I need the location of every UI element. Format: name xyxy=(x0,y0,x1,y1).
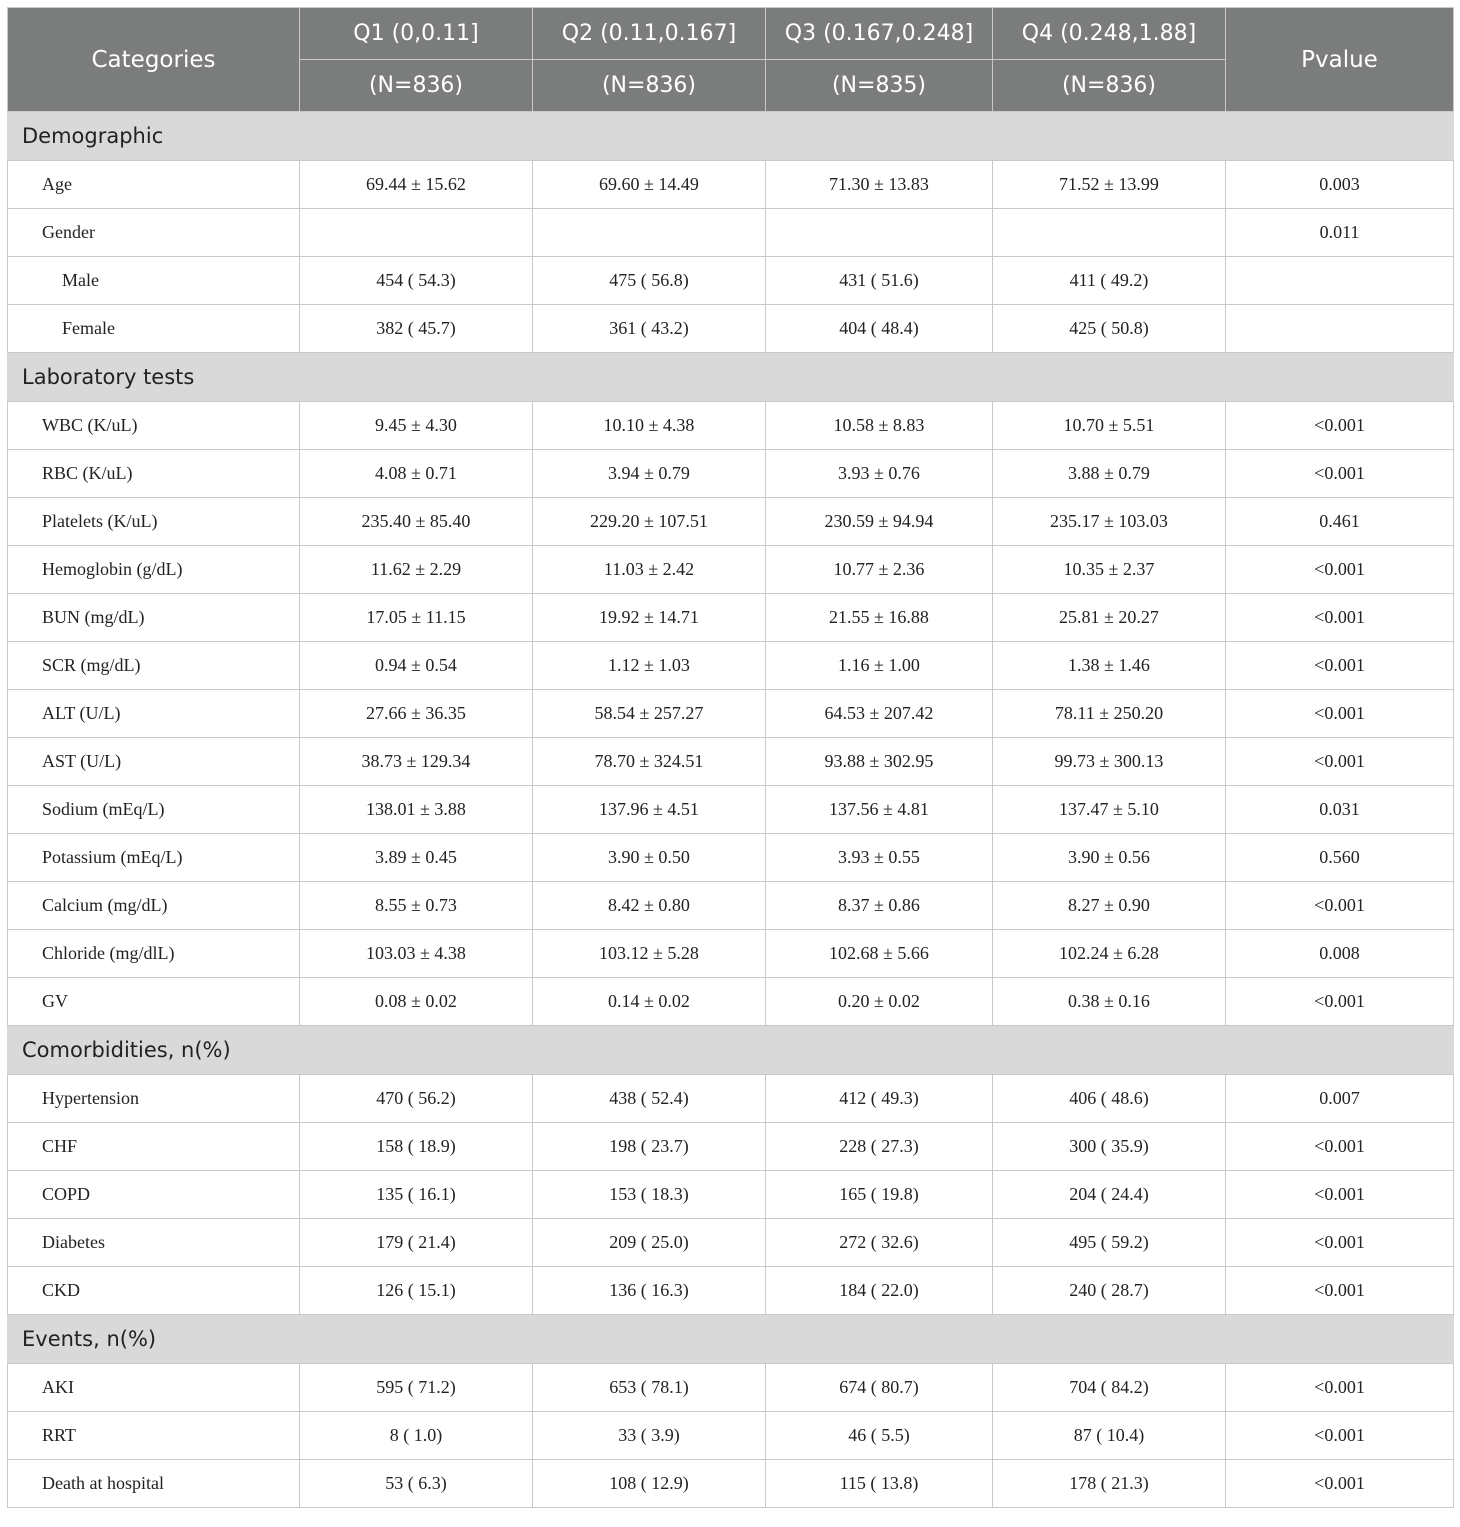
q4-cell: 204 ( 24.4) xyxy=(993,1171,1226,1219)
pvalue-cell: <0.001 xyxy=(1226,738,1454,786)
pvalue-cell: <0.001 xyxy=(1226,1219,1454,1267)
q4-cell xyxy=(993,209,1226,257)
pvalue-cell: <0.001 xyxy=(1226,1171,1454,1219)
q1-cell: 595 ( 71.2) xyxy=(300,1364,533,1412)
q2-cell: 58.54 ± 257.27 xyxy=(533,690,766,738)
q1-cell: 3.89 ± 0.45 xyxy=(300,834,533,882)
q2-cell: 10.10 ± 4.38 xyxy=(533,402,766,450)
table-row xyxy=(8,1075,1454,1123)
table-row xyxy=(8,786,1454,834)
section-row xyxy=(8,1315,1454,1364)
table-body xyxy=(8,112,1454,1508)
q2-cell: 475 ( 56.8) xyxy=(533,257,766,305)
pvalue-cell: 0.031 xyxy=(1226,786,1454,834)
row-label: Female xyxy=(8,305,300,353)
section-row xyxy=(8,1026,1454,1075)
pvalue-cell: 0.007 xyxy=(1226,1075,1454,1123)
q1-cell: 138.01 ± 3.88 xyxy=(300,786,533,834)
section-title: Events, n(%) xyxy=(8,1315,1454,1364)
q1-cell xyxy=(300,209,533,257)
q4-cell: 425 ( 50.8) xyxy=(993,305,1226,353)
table-row xyxy=(8,305,1454,353)
pvalue-cell: 0.011 xyxy=(1226,209,1454,257)
baseline-characteristics-table xyxy=(7,7,1454,1508)
q3-cell: 412 ( 49.3) xyxy=(766,1075,993,1123)
pvalue-cell: <0.001 xyxy=(1226,546,1454,594)
q1-n-header: (N=836) xyxy=(300,60,533,112)
table-row xyxy=(8,738,1454,786)
q4-cell: 235.17 ± 103.03 xyxy=(993,498,1226,546)
q4-cell: 78.11 ± 250.20 xyxy=(993,690,1226,738)
q4-cell: 87 ( 10.4) xyxy=(993,1412,1226,1460)
q2-cell: 361 ( 43.2) xyxy=(533,305,766,353)
q4-cell: 102.24 ± 6.28 xyxy=(993,930,1226,978)
row-label: AKI xyxy=(8,1364,300,1412)
q2-cell: 1.12 ± 1.03 xyxy=(533,642,766,690)
pvalue-cell: <0.001 xyxy=(1226,1267,1454,1315)
q4-cell: 240 ( 28.7) xyxy=(993,1267,1226,1315)
section-title: Demographic xyxy=(8,112,1454,161)
row-label: Chloride (mg/dlL) xyxy=(8,930,300,978)
row-label: Diabetes xyxy=(8,1219,300,1267)
q1-cell: 4.08 ± 0.71 xyxy=(300,450,533,498)
row-label: RRT xyxy=(8,1412,300,1460)
pvalue-cell: 0.003 xyxy=(1226,161,1454,209)
table-row xyxy=(8,834,1454,882)
table-row xyxy=(8,642,1454,690)
q3-cell: 10.58 ± 8.83 xyxy=(766,402,993,450)
q1-cell: 135 ( 16.1) xyxy=(300,1171,533,1219)
q1-cell: 8 ( 1.0) xyxy=(300,1412,533,1460)
q1-cell: 17.05 ± 11.15 xyxy=(300,594,533,642)
q4-range-header: Q4 (0.248,1.88] xyxy=(993,8,1226,60)
q1-cell: 38.73 ± 129.34 xyxy=(300,738,533,786)
q3-range-header: Q3 (0.167,0.248] xyxy=(766,8,993,60)
row-label: CKD xyxy=(8,1267,300,1315)
q4-cell: 10.70 ± 5.51 xyxy=(993,402,1226,450)
section-title: Comorbidities, n(%) xyxy=(8,1026,1454,1075)
q3-cell: 404 ( 48.4) xyxy=(766,305,993,353)
q4-cell: 495 ( 59.2) xyxy=(993,1219,1226,1267)
table-row xyxy=(8,978,1454,1026)
q4-n-header: (N=836) xyxy=(993,60,1226,112)
q2-cell: 438 ( 52.4) xyxy=(533,1075,766,1123)
table-row xyxy=(8,1171,1454,1219)
table-row xyxy=(8,690,1454,738)
q4-cell: 99.73 ± 300.13 xyxy=(993,738,1226,786)
q1-cell: 454 ( 54.3) xyxy=(300,257,533,305)
q1-cell: 103.03 ± 4.38 xyxy=(300,930,533,978)
q1-cell: 27.66 ± 36.35 xyxy=(300,690,533,738)
pvalue-cell: 0.008 xyxy=(1226,930,1454,978)
q2-cell: 209 ( 25.0) xyxy=(533,1219,766,1267)
pvalue-cell: <0.001 xyxy=(1226,1412,1454,1460)
q2-cell: 198 ( 23.7) xyxy=(533,1123,766,1171)
table-row xyxy=(8,882,1454,930)
q1-cell: 53 ( 6.3) xyxy=(300,1460,533,1508)
q3-cell: 93.88 ± 302.95 xyxy=(766,738,993,786)
pvalue-cell: <0.001 xyxy=(1226,594,1454,642)
pvalue-cell: 0.461 xyxy=(1226,498,1454,546)
q4-cell: 0.38 ± 0.16 xyxy=(993,978,1226,1026)
section-title: Laboratory tests xyxy=(8,353,1454,402)
q4-cell: 300 ( 35.9) xyxy=(993,1123,1226,1171)
q4-cell: 178 ( 21.3) xyxy=(993,1460,1226,1508)
q2-cell: 78.70 ± 324.51 xyxy=(533,738,766,786)
q2-range-header: Q2 (0.11,0.167] xyxy=(533,8,766,60)
q2-cell: 8.42 ± 0.80 xyxy=(533,882,766,930)
q1-cell: 158 ( 18.9) xyxy=(300,1123,533,1171)
table-row xyxy=(8,209,1454,257)
q3-cell: 10.77 ± 2.36 xyxy=(766,546,993,594)
q1-cell: 69.44 ± 15.62 xyxy=(300,161,533,209)
q2-cell: 653 ( 78.1) xyxy=(533,1364,766,1412)
q3-cell: 228 ( 27.3) xyxy=(766,1123,993,1171)
table-row xyxy=(8,1267,1454,1315)
row-label: CHF xyxy=(8,1123,300,1171)
q2-cell: 33 ( 3.9) xyxy=(533,1412,766,1460)
q3-cell xyxy=(766,209,993,257)
q2-cell: 0.14 ± 0.02 xyxy=(533,978,766,1026)
q4-cell: 25.81 ± 20.27 xyxy=(993,594,1226,642)
q3-cell: 46 ( 5.5) xyxy=(766,1412,993,1460)
row-label: AST (U/L) xyxy=(8,738,300,786)
q2-cell: 69.60 ± 14.49 xyxy=(533,161,766,209)
pvalue-cell: <0.001 xyxy=(1226,690,1454,738)
row-label: Sodium (mEq/L) xyxy=(8,786,300,834)
q4-cell: 411 ( 49.2) xyxy=(993,257,1226,305)
pvalue-cell: 0.560 xyxy=(1226,834,1454,882)
table-row xyxy=(8,402,1454,450)
q1-range-header: Q1 (0,0.11] xyxy=(300,8,533,60)
row-label: RBC (K/uL) xyxy=(8,450,300,498)
table-row xyxy=(8,1364,1454,1412)
q1-cell: 126 ( 15.1) xyxy=(300,1267,533,1315)
categories-header: Categories xyxy=(8,8,300,112)
q2-cell: 153 ( 18.3) xyxy=(533,1171,766,1219)
pvalue-cell: <0.001 xyxy=(1226,1460,1454,1508)
row-label: Hemoglobin (g/dL) xyxy=(8,546,300,594)
q1-cell: 235.40 ± 85.40 xyxy=(300,498,533,546)
row-label: ALT (U/L) xyxy=(8,690,300,738)
q3-n-header: (N=835) xyxy=(766,60,993,112)
table-row xyxy=(8,498,1454,546)
q2-cell: 137.96 ± 4.51 xyxy=(533,786,766,834)
table-row xyxy=(8,1460,1454,1508)
q2-n-header: (N=836) xyxy=(533,60,766,112)
q1-cell: 382 ( 45.7) xyxy=(300,305,533,353)
row-label: Gender xyxy=(8,209,300,257)
row-label: Male xyxy=(8,257,300,305)
pvalue-cell: <0.001 xyxy=(1226,402,1454,450)
pvalue-cell: <0.001 xyxy=(1226,1364,1454,1412)
q3-cell: 0.20 ± 0.02 xyxy=(766,978,993,1026)
q2-cell xyxy=(533,209,766,257)
table-row xyxy=(8,1123,1454,1171)
pvalue-cell: <0.001 xyxy=(1226,642,1454,690)
pvalue-header: Pvalue xyxy=(1226,8,1454,112)
q2-cell: 3.94 ± 0.79 xyxy=(533,450,766,498)
q3-cell: 21.55 ± 16.88 xyxy=(766,594,993,642)
q4-cell: 1.38 ± 1.46 xyxy=(993,642,1226,690)
q2-cell: 229.20 ± 107.51 xyxy=(533,498,766,546)
row-label: Hypertension xyxy=(8,1075,300,1123)
row-label: Age xyxy=(8,161,300,209)
q3-cell: 102.68 ± 5.66 xyxy=(766,930,993,978)
pvalue-cell: <0.001 xyxy=(1226,882,1454,930)
q3-cell: 230.59 ± 94.94 xyxy=(766,498,993,546)
row-label: SCR (mg/dL) xyxy=(8,642,300,690)
q2-cell: 103.12 ± 5.28 xyxy=(533,930,766,978)
q4-cell: 406 ( 48.6) xyxy=(993,1075,1226,1123)
q3-cell: 165 ( 19.8) xyxy=(766,1171,993,1219)
row-label: WBC (K/uL) xyxy=(8,402,300,450)
q2-cell: 3.90 ± 0.50 xyxy=(533,834,766,882)
row-label: GV xyxy=(8,978,300,1026)
q2-cell: 11.03 ± 2.42 xyxy=(533,546,766,594)
pvalue-cell: <0.001 xyxy=(1226,1123,1454,1171)
q1-cell: 8.55 ± 0.73 xyxy=(300,882,533,930)
q3-cell: 64.53 ± 207.42 xyxy=(766,690,993,738)
q1-cell: 9.45 ± 4.30 xyxy=(300,402,533,450)
q1-cell: 11.62 ± 2.29 xyxy=(300,546,533,594)
row-label: Platelets (K/uL) xyxy=(8,498,300,546)
q3-cell: 115 ( 13.8) xyxy=(766,1460,993,1508)
q3-cell: 71.30 ± 13.83 xyxy=(766,161,993,209)
q1-cell: 0.08 ± 0.02 xyxy=(300,978,533,1026)
q3-cell: 8.37 ± 0.86 xyxy=(766,882,993,930)
table-row xyxy=(8,257,1454,305)
row-label: Potassium (mEq/L) xyxy=(8,834,300,882)
q3-cell: 3.93 ± 0.55 xyxy=(766,834,993,882)
q4-cell: 704 ( 84.2) xyxy=(993,1364,1226,1412)
q2-cell: 19.92 ± 14.71 xyxy=(533,594,766,642)
pvalue-cell xyxy=(1226,257,1454,305)
pvalue-cell: <0.001 xyxy=(1226,450,1454,498)
q1-cell: 0.94 ± 0.54 xyxy=(300,642,533,690)
q4-cell: 137.47 ± 5.10 xyxy=(993,786,1226,834)
q3-cell: 137.56 ± 4.81 xyxy=(766,786,993,834)
q1-cell: 470 ( 56.2) xyxy=(300,1075,533,1123)
q3-cell: 674 ( 80.7) xyxy=(766,1364,993,1412)
pvalue-cell: <0.001 xyxy=(1226,978,1454,1026)
row-label: COPD xyxy=(8,1171,300,1219)
table-row xyxy=(8,1219,1454,1267)
section-row xyxy=(8,112,1454,161)
q3-cell: 1.16 ± 1.00 xyxy=(766,642,993,690)
table-row xyxy=(8,450,1454,498)
q4-cell: 3.88 ± 0.79 xyxy=(993,450,1226,498)
table-row xyxy=(8,546,1454,594)
q2-cell: 136 ( 16.3) xyxy=(533,1267,766,1315)
table-row xyxy=(8,161,1454,209)
row-label: Calcium (mg/dL) xyxy=(8,882,300,930)
q2-cell: 108 ( 12.9) xyxy=(533,1460,766,1508)
pvalue-cell xyxy=(1226,305,1454,353)
table-header xyxy=(8,8,1454,112)
q4-cell: 10.35 ± 2.37 xyxy=(993,546,1226,594)
q3-cell: 184 ( 22.0) xyxy=(766,1267,993,1315)
q4-cell: 8.27 ± 0.90 xyxy=(993,882,1226,930)
table-row xyxy=(8,1412,1454,1460)
q4-cell: 71.52 ± 13.99 xyxy=(993,161,1226,209)
section-row xyxy=(8,353,1454,402)
q4-cell: 3.90 ± 0.56 xyxy=(993,834,1226,882)
table-row xyxy=(8,594,1454,642)
q3-cell: 431 ( 51.6) xyxy=(766,257,993,305)
row-label: BUN (mg/dL) xyxy=(8,594,300,642)
q3-cell: 272 ( 32.6) xyxy=(766,1219,993,1267)
row-label: Death at hospital xyxy=(8,1460,300,1508)
q1-cell: 179 ( 21.4) xyxy=(300,1219,533,1267)
table-row xyxy=(8,930,1454,978)
q3-cell: 3.93 ± 0.76 xyxy=(766,450,993,498)
